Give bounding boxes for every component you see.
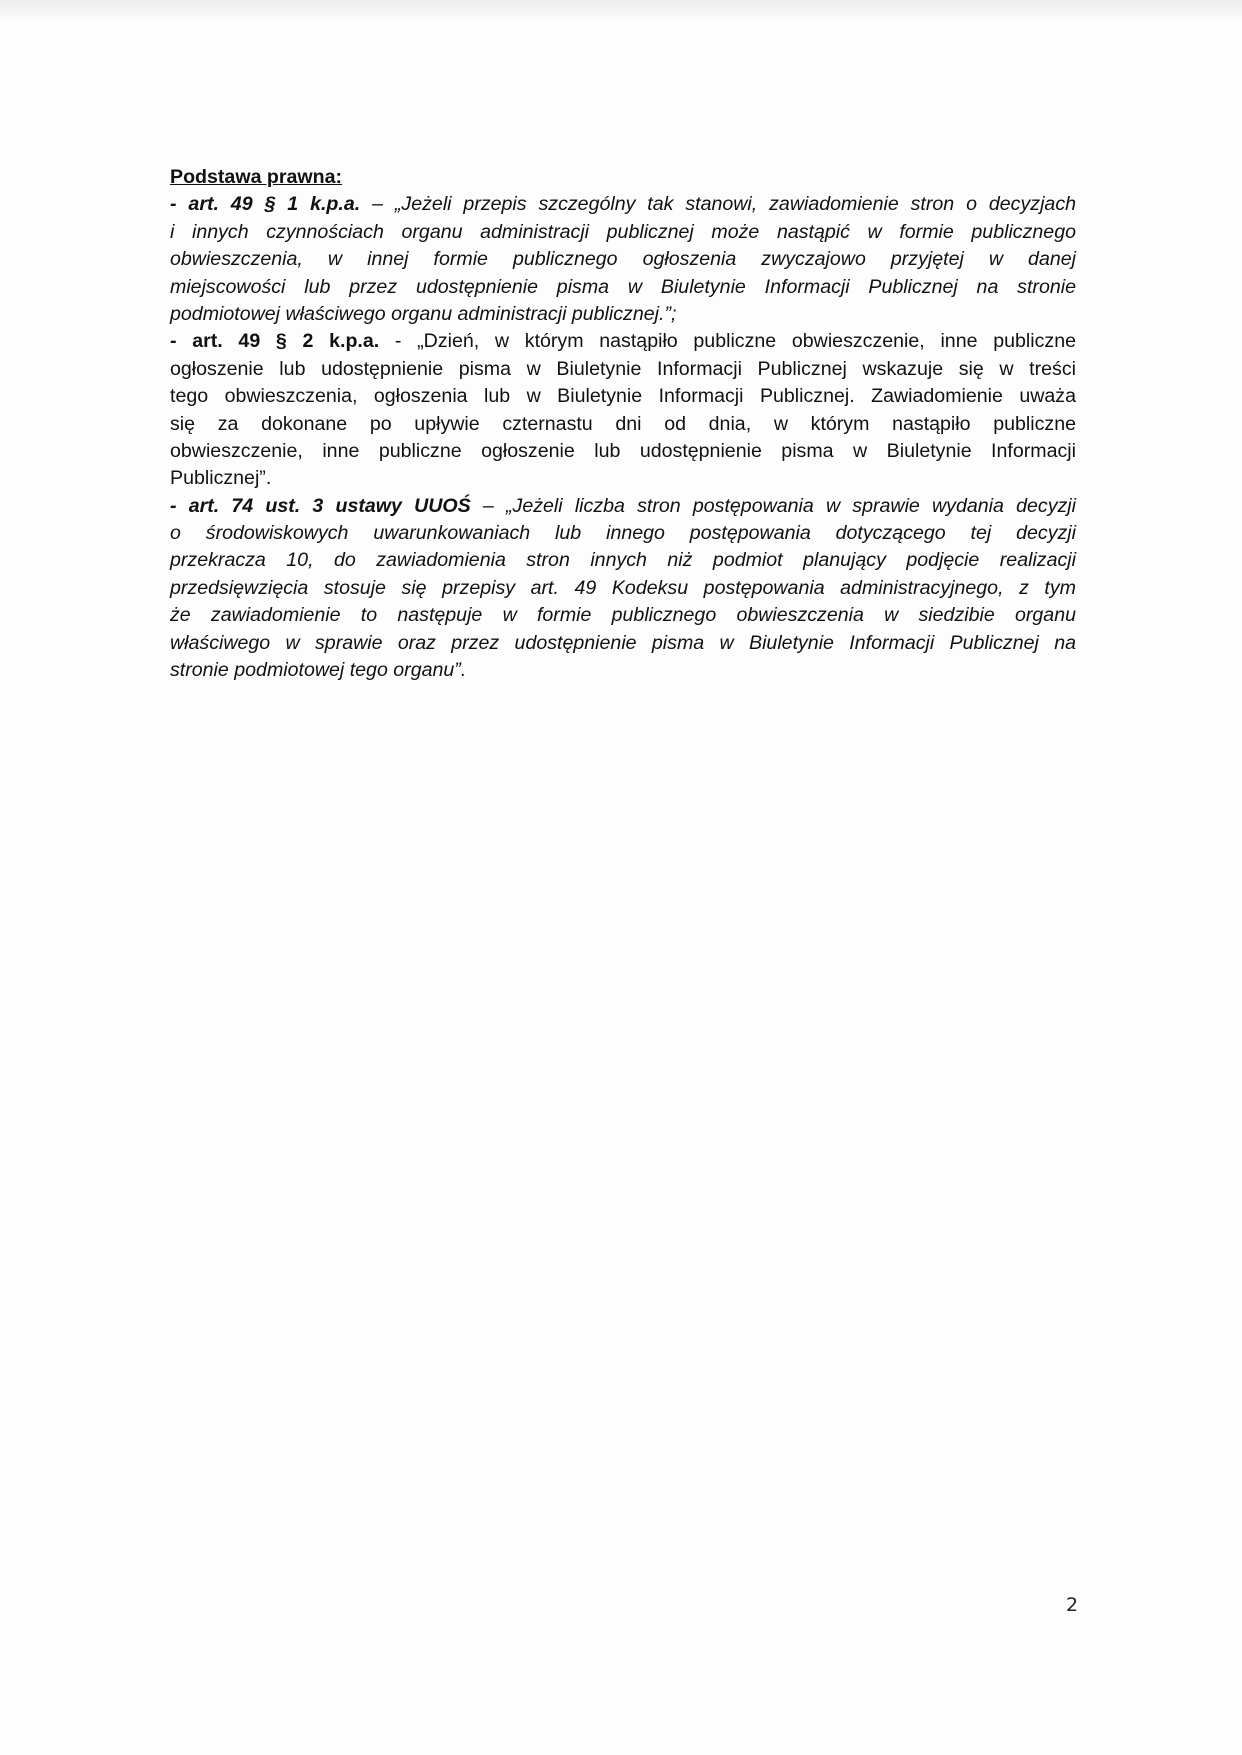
- article-49-1-line-1: [170, 191, 1076, 218]
- article-74-3-line-4: przedsięwzięcia stosuje się przepisy art. 49 Kodeksu postępowania administracyjnego, z tym: [170, 576, 1076, 599]
- article-49-1-line-5: podmiotowej właściwego organu administracji publicznej.”;: [170, 302, 677, 325]
- article-49-1-ref: - art. 49 § 1 k.p.a.: [170, 193, 361, 216]
- article-74-3-line-6: właściwego w sprawie oraz przez udostępnienie pisma w Biuletynie Informacji Publicznej na: [170, 631, 1076, 654]
- article-49-1-line-2: i innych czynnościach organu administracji publicznej może nastąpić w formie publicznego: [170, 220, 1076, 243]
- article-74-3-line-5: że zawiadomienie to następuje w formie publicznego obwieszczenia w siedzibie organu: [170, 604, 1076, 627]
- article-74-3-dash: –: [470, 494, 507, 517]
- article-74-3-text-1: „Jeżeli liczba stron postępowania w sprawie wydania decyzji: [506, 494, 1076, 517]
- article-49-2-line-2: ogłoszenie lub udostępnienie pisma w Biuletynie Informacji Publicznej wskazuje się w treści: [170, 357, 1076, 380]
- article-49-1-dash: –: [360, 193, 395, 216]
- article-49-2-line-5: obwieszczenie, inne publiczne ogłoszenie lub udostępnienie pisma w Biuletynie Informacji: [170, 439, 1076, 462]
- article-74-3-line-3: przekracza 10, do zawiadomienia stron innych niż podmiot planujący podjęcie realizacji: [170, 549, 1076, 572]
- article-49-2-dash: -: [379, 330, 418, 353]
- legal-basis-section: [170, 164, 1076, 684]
- article-74-3-line-2: o środowiskowych uwarunkowaniach lub innego postępowania dotyczącego tej decyzji: [170, 522, 1076, 545]
- article-49-1-text-1: „Jeżeli przepis szczególny tak stanowi, zawiadomienie stron o decyzjach: [394, 193, 1077, 216]
- article-74-3-ref: - art. 74 ust. 3 ustawy UUOŚ: [170, 494, 471, 517]
- article-49-2-line-6: Publicznej”.: [170, 467, 272, 490]
- article-49-1-line-3: obwieszczenia, w innej formie publicznego ogłoszenia zwyczajowo przyjętej w danej: [170, 248, 1076, 271]
- article-74-3-line-7: stronie podmiotowej tego organu”.: [170, 659, 467, 682]
- page-number: 2: [1066, 1594, 1079, 1616]
- article-49-2-line-1: [170, 328, 1076, 355]
- article-49-2-line-3: tego obwieszczenia, ogłoszenia lub w Biuletynie Informacji Publicznej. Zawiadomienie uważa: [170, 385, 1076, 408]
- article-49-1-line-4: miejscowości lub przez udostępnienie pisma w Biuletynie Informacji Publicznej na stronie: [170, 275, 1076, 298]
- scan-edge-shadow: [0, 0, 1242, 22]
- section-heading: Podstawa prawna:: [170, 166, 343, 188]
- article-49-2-text-1: „Dzień, w którym nastąpiło publiczne obwieszczenie, inne publiczne: [417, 330, 1076, 353]
- article-49-2-ref: - art. 49 § 2 k.p.a.: [170, 330, 380, 353]
- article-49-2-line-4: się za dokonane po upływie czternastu dni od dnia, w którym nastąpiło publiczne: [170, 412, 1076, 435]
- article-74-3-line-1: [170, 493, 1076, 520]
